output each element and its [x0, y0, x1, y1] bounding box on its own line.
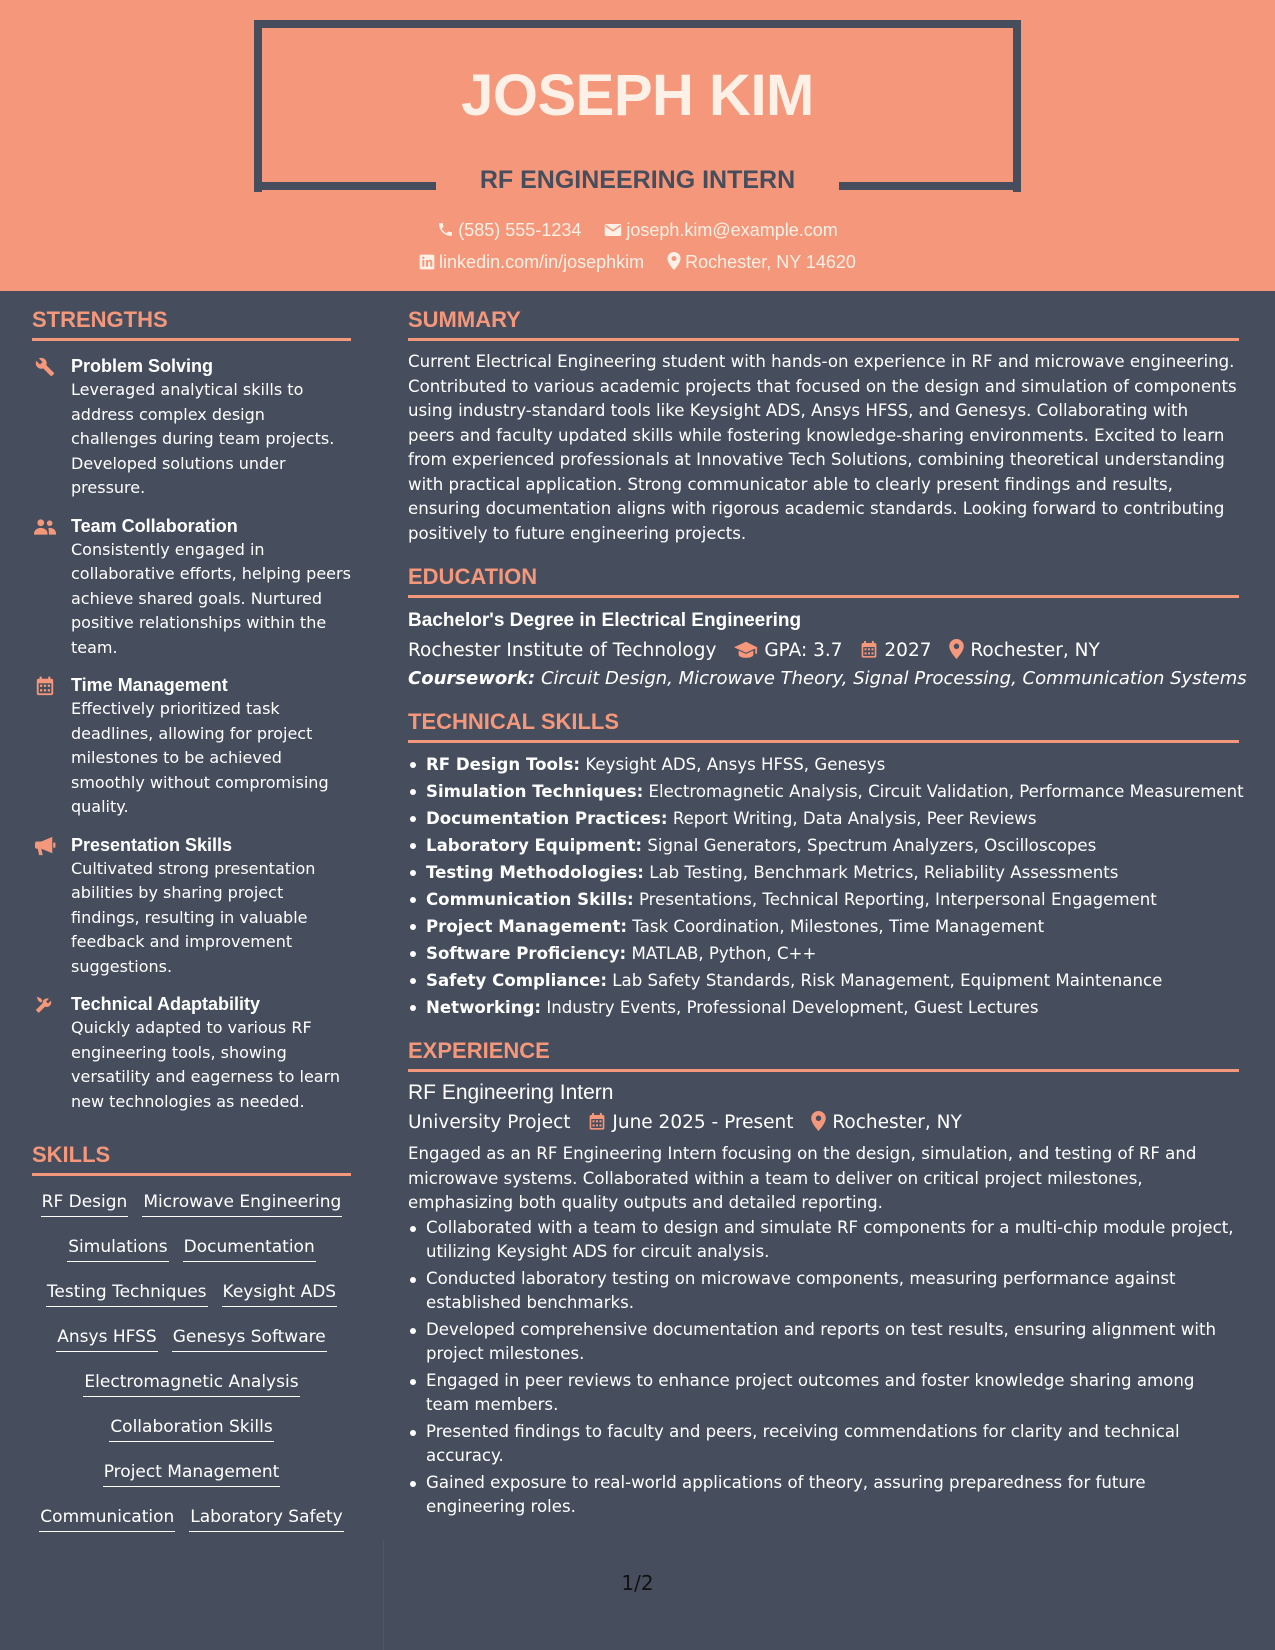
education-location: Rochester, NY [970, 640, 1100, 661]
skill-chip: Ansys HFSS [56, 1325, 157, 1352]
resume-header [0, 0, 1275, 291]
strength-desc: Quickly adapted to various RF engineering tools, showing versatility and eagerness to learn new technologies as needed. [71, 1018, 341, 1111]
contact-email[interactable] [604, 220, 837, 241]
technical-skills-list [408, 751, 1244, 1021]
tech-skill-value: Report Writing, Data Analysis, Peer Reviews [672, 809, 1037, 828]
candidate-name: JOSEPH KIM [461, 63, 814, 128]
tech-skill-label: Networking: [426, 998, 542, 1017]
graduation-year: 2027 [884, 640, 932, 661]
wrench-icon [34, 357, 56, 377]
experience-bullet: Developed comprehensive documentation and reports on test results, ensuring alignment with project milestones. [408, 1318, 1239, 1367]
strengths-heading: STRENGTHS [32, 307, 351, 341]
skill-chip: Laboratory Safety [189, 1505, 343, 1532]
skill-chip: RF Design [41, 1190, 129, 1217]
strength-item [32, 993, 351, 1114]
summary-heading: SUMMARY [408, 307, 1239, 341]
experience-bullet: Engaged in peer reviews to enhance project outcomes and foster knowledge sharing among team members. [408, 1369, 1239, 1418]
strength-title: Time Management [71, 675, 228, 695]
experience-bullet: Collaborated with a team to design and simulate RF components for a multi-chip module project, utilizing Keysight ADS for circuit analysis. [408, 1216, 1239, 1265]
megaphone-icon [34, 836, 56, 856]
skills-heading: SKILLS [32, 1142, 351, 1176]
tech-skill-label: Documentation Practices: [426, 809, 668, 828]
contact-location [667, 252, 856, 273]
tech-skill-value: Signal Generators, Spectrum Analyzers, Oscilloscopes [647, 836, 1097, 855]
skill-chip: Genesys Software [172, 1325, 327, 1352]
tech-skill-label: Testing Methodologies: [426, 863, 644, 882]
skills-list [32, 1182, 351, 1542]
tech-skill-item [408, 967, 1239, 994]
experience-org: University Project [408, 1112, 571, 1133]
technical-skills-heading: TECHNICAL SKILLS [408, 709, 1239, 743]
calendar-icon [860, 640, 878, 659]
strength-title: Problem Solving [71, 356, 214, 376]
experience-description: Engaged as an RF Engineering Intern focusing on the design, simulation, and testing of RF and microwave systems. Collaborated within a team to deliver on critical project milestones, emphasizing both quality outputs and detailed reporting. [408, 1144, 1197, 1212]
skill-chip: Testing Techniques [46, 1280, 208, 1307]
strength-desc: Effectively prioritized task deadlines, allowing for project milestones to be achieved smoothly without compromising quality. [71, 699, 329, 816]
map-pin-icon [949, 639, 964, 659]
experience-bullet: Gained exposure to real-world applications of theory, assuring preparedness for future engineering roles. [408, 1471, 1239, 1520]
contact-phone [437, 220, 581, 241]
linkedin-text: linkedin.com/in/josephkim [439, 252, 645, 272]
graduation-cap-icon [734, 641, 758, 659]
experience-bullets [408, 1216, 1239, 1520]
tech-skill-label: Software Proficiency: [426, 944, 627, 963]
experience-bullet: Presented findings to faculty and peers, receiving commendations for clarity and technical accuracy. [408, 1420, 1239, 1469]
tech-skill-item [408, 994, 1239, 1021]
tech-skill-value: Lab Testing, Benchmark Metrics, Reliability Assessments [649, 863, 1119, 882]
tech-skill-label: Simulation Techniques: [426, 782, 644, 801]
strength-desc: Consistently engaged in collaborative efforts, helping peers achieve shared goals. Nurtured positive relationships within the team. [71, 539, 351, 657]
column-divider [383, 1540, 384, 1650]
skill-chip: Simulations [67, 1235, 168, 1262]
contact-linkedin[interactable] [419, 252, 644, 273]
tech-skill-label: RF Design Tools: [426, 755, 581, 774]
degree-title: Bachelor's Degree in Electrical Engineering [408, 610, 802, 631]
tech-skill-value: Presentations, Technical Reporting, Interpersonal Engagement [638, 890, 1157, 909]
tech-skill-value: Lab Safety Standards, Risk Management, Equipment Maintenance [612, 971, 1163, 990]
strength-item [32, 355, 351, 501]
tools-icon [34, 995, 56, 1015]
strength-title: Technical Adaptability [71, 994, 261, 1014]
page-number: 1/2 [621, 1571, 654, 1595]
education-details [408, 639, 1239, 661]
tech-skill-label: Communication Skills: [426, 890, 634, 909]
experience-meta [408, 1111, 1239, 1133]
summary-text: Current Electrical Engineering student with hands-on experience in RF and microwave engineering. Contributed to various academic projects that focused on the design and simulation of components using industry-standard tools like Keysight ADS, Ansys HFSS, and Genesys. Collaborating with peers and faculty updated skills while fostering knowledge-sharing environments. Excited to learn from experienced professionals at Innovative Tech Solutions, combining theoretical understanding with practical application. Strong communicator able to clearly present findings and results, ensuring documentation aligns with rigorous academic standards. Looking forward to contributing positively to future engineering projects. [408, 352, 1237, 543]
tech-skill-item [408, 778, 1244, 805]
tech-skill-label: Project Management: [426, 917, 628, 936]
skill-chip: Collaboration Skills [109, 1415, 273, 1442]
calendar-icon [34, 676, 56, 696]
coursework-list: Circuit Design, Microwave Theory, Signal Processing, Communication Systems [540, 668, 1247, 689]
skill-chip: Keysight ADS [222, 1280, 338, 1307]
tech-skill-item [408, 913, 1239, 940]
tech-skill-item [408, 832, 1239, 859]
skill-chip: Electromagnetic Analysis [83, 1370, 299, 1397]
tech-skill-value: Keysight ADS, Ansys HFSS, Genesys [585, 755, 886, 774]
gpa: GPA: 3.7 [764, 640, 843, 661]
strength-title: Presentation Skills [71, 834, 233, 855]
tech-skill-value: MATLAB, Python, C++ [631, 944, 817, 963]
experience-heading: EXPERIENCE [408, 1038, 1239, 1072]
skill-chip: Communication [39, 1505, 175, 1532]
experience-role: RF Engineering Intern [408, 1081, 614, 1104]
phone-icon [437, 221, 454, 238]
tech-skill-item [408, 751, 1239, 778]
skill-chip: Microwave Engineering [142, 1190, 342, 1217]
contact-row-1 [0, 220, 1275, 241]
users-icon [34, 517, 56, 537]
frame-bottom-right [839, 182, 1021, 190]
tech-skill-label: Laboratory Equipment: [426, 836, 643, 855]
school-name: Rochester Institute of Technology [408, 640, 717, 661]
email-text: joseph.kim@example.com [626, 220, 838, 240]
frame-bottom-left [254, 182, 436, 190]
envelope-icon [604, 222, 622, 238]
linkedin-icon [419, 254, 435, 270]
tech-skill-item [408, 940, 1239, 967]
strength-desc: Cultivated strong presentation abilities by sharing project findings, resulting in valuable feedback and improvement suggestions. [71, 858, 316, 976]
tech-skill-value: Task Coordination, Milestones, Time Management [632, 917, 1045, 936]
phone-text: (585) 555-1234 [458, 220, 582, 240]
experience-dates: June 2025 - Present [612, 1112, 794, 1133]
strength-item [32, 834, 351, 980]
location-text: Rochester, NY 14620 [685, 252, 856, 272]
map-pin-icon [811, 1111, 826, 1131]
tech-skill-item [408, 805, 1239, 832]
skill-chip: Documentation [183, 1235, 316, 1262]
strength-title: Team Collaboration [71, 515, 238, 536]
experience-bullet: Conducted laboratory testing on microwave components, measuring performance against established benchmarks. [408, 1267, 1239, 1316]
strength-item [32, 674, 351, 820]
coursework [408, 668, 1247, 689]
map-pin-icon [667, 252, 681, 270]
tech-skill-item [408, 886, 1239, 913]
left-column [32, 307, 351, 1542]
tech-skill-value: Industry Events, Professional Development, Guest Lectures [546, 998, 1039, 1017]
experience-location: Rochester, NY [832, 1112, 962, 1133]
job-title: RF ENGINEERING INTERN [479, 166, 796, 194]
education-heading: EDUCATION [408, 564, 1239, 598]
strength-desc: Leveraged analytical skills to address complex design challenges during team projects. Developed solutions under pressure. [71, 380, 335, 497]
right-column [408, 307, 1247, 1522]
skill-chip: Project Management [103, 1460, 281, 1487]
tech-skill-item [408, 859, 1239, 886]
coursework-label: Coursework: [408, 668, 536, 689]
tech-skill-label: Safety Compliance: [426, 971, 608, 990]
strength-item [32, 515, 351, 661]
calendar-icon [588, 1112, 606, 1131]
tech-skill-value: Electromagnetic Analysis, Circuit Validation, Performance Measurement [648, 782, 1244, 801]
contact-row-2 [0, 252, 1275, 273]
